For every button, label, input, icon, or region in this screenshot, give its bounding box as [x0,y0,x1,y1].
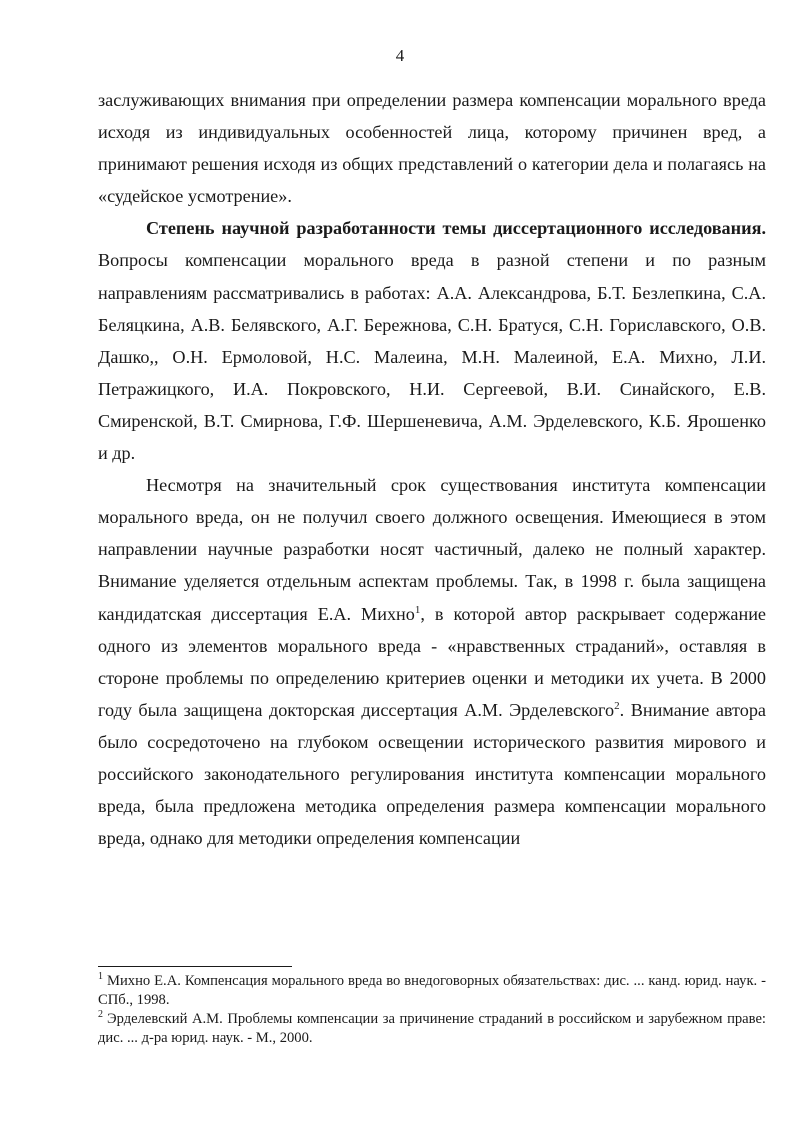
footnote-mark: 2 [98,1009,103,1021]
footnote-reference: 2 [614,699,620,712]
footnote-item [98,972,766,1010]
footnote-text: Эрделевский А.М. Проблемы компенсации за причинение страданий в российском и зарубежном праве: дис. ... д-ра юрид. наук. - М., 2000. [98,1011,766,1046]
paragraph-continuation: заслуживающих внимания при определении размера компенсации морального вреда исходя из индивидуальных особенностей лица, которому причинен вред, а принимают решения исходя из общих представлений о категории дела и полагаясь на «судейское усмотрение». [98,90,766,207]
footnote-item [98,1010,766,1048]
footnote-reference: 1 [414,603,421,616]
footnote-text: Михно Е.А. Компенсация морального вреда во внедоговорных обязательствах: дис. ... канд. юрид. наук. - СПб., 1998. [98,973,766,1008]
page-number: 4 [395,46,405,65]
footnote-separator [98,966,292,967]
paragraph-literature-review [98,469,766,854]
footnote-mark: 1 [98,971,103,983]
section-heading: Степень научной разработанности темы диссертационного исследования. [146,218,766,239]
paragraph-research-development [98,212,766,469]
paragraph-text: , в которой автор раскрывает содержание одного из элементов морального вреда - «нравственных страданий», оставляя в стороне проблемы по определению критериев оценки и методики их учета. В 2000 году была защищена докторская диссертация А.М. Эрделевского [98,603,767,720]
paragraph-text: . Внимание автора было сосредоточено на глубоком освещении исторического развития мирового и российского законодательного регулирования института компенсации морального вреда, была предложена методика определения размера компенсации морального вреда, однако для методики определения компенсации [98,699,766,849]
paragraph-text: Вопросы компенсации морального вреда в разной степени и по разным направлениям рассматривались в работах: А.А. Александрова, Б.Т. Безлепкина, С.А. Беляцкина, А.В. Белявского, А.Г. Бережнова, С.Н. Братуся, С.Н. Гориславского, О.В. Дашко,, О.Н. Ермоловой, Н.С. Малеина, М.Н. Малеиной, Е.А. Михно, Л.И. Петражицкого, И.А. Покровского, Н.И. Сергеевой, В.И. Синайского, Е.В. Смиренской, В.Т. Смирнова, Г.Ф. Шершеневича, А.М. Эрделевского, К.Б. Ярошенко и др. [98,250,766,464]
paragraph-text: Несмотря на значительный срок существования института компенсации морального вреда, он не получил своего должного освещения. Имеющиеся в этом направлении научные разработки носят частичный, далеко не полный характер. Внимание уделяется отдельным аспектам проблемы. Так, в 1998 г. была защищена кандидатская диссертация Е.А. Михно [98,475,766,624]
footnotes [98,972,766,1048]
main-text [98,84,766,854]
